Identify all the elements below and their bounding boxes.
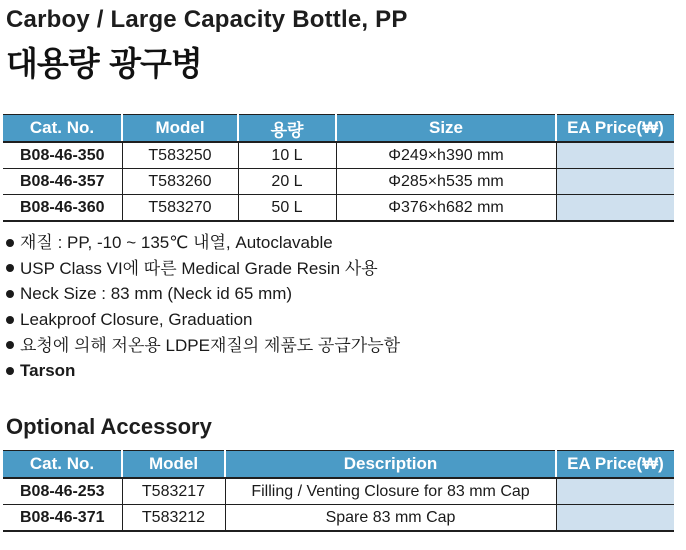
capacity-cell: 10 L [238, 142, 336, 169]
header-size: Size [336, 115, 556, 143]
cat-no-cell: B08-46-357 [3, 169, 122, 195]
price-cell [556, 505, 674, 532]
header-capacity: 용량 [238, 115, 336, 143]
description-cell: Filling / Venting Closure for 83 mm Cap [225, 478, 556, 505]
price-cell [556, 195, 674, 222]
table-header-row [3, 451, 674, 479]
model-cell: T583217 [122, 478, 225, 505]
table-row [3, 195, 674, 222]
section-title-accessory: Optional Accessory [6, 414, 212, 439]
model-cell: T583270 [122, 195, 238, 222]
table-header-row [3, 115, 674, 143]
page-subtitle-korean: 대용량 광구병 [6, 44, 202, 83]
cat-no-cell: B08-46-360 [3, 195, 122, 222]
feature-text: USP Class VI에 따른 Medical Grade Resin 사용 [20, 258, 378, 278]
bullet-icon [6, 264, 14, 272]
model-cell: T583260 [122, 169, 238, 195]
table-row [3, 505, 674, 532]
list-item [6, 230, 400, 256]
list-item [6, 256, 400, 282]
feature-list [6, 230, 400, 384]
header-model: Model [122, 115, 238, 143]
size-cell: Φ285×h535 mm [336, 169, 556, 195]
brand-text: Tarson [20, 361, 76, 381]
header-cat-no: Cat. No. [3, 115, 122, 143]
price-cell [556, 478, 674, 505]
accessory-table [3, 450, 674, 532]
bullet-icon [6, 290, 14, 298]
bullet-icon [6, 316, 14, 324]
table-row [3, 142, 674, 169]
model-cell: T583212 [122, 505, 225, 532]
size-cell: Φ249×h390 mm [336, 142, 556, 169]
model-cell: T583250 [122, 142, 238, 169]
table-row [3, 169, 674, 195]
page-title: Carboy / Large Capacity Bottle, PP [6, 6, 408, 33]
capacity-cell: 20 L [238, 169, 336, 195]
price-cell [556, 169, 674, 195]
list-item [6, 307, 400, 333]
bullet-icon [6, 239, 14, 247]
header-price: EA Price(₩) [556, 451, 674, 479]
list-item [6, 281, 400, 307]
list-item [6, 333, 400, 359]
table-row [3, 478, 674, 505]
cat-no-cell: B08-46-350 [3, 142, 122, 169]
description-cell: Spare 83 mm Cap [225, 505, 556, 532]
cat-no-cell: B08-46-253 [3, 478, 122, 505]
cat-no-cell: B08-46-371 [3, 505, 122, 532]
header-cat-no: Cat. No. [3, 451, 122, 479]
size-cell: Φ376×h682 mm [336, 195, 556, 222]
capacity-cell: 50 L [238, 195, 336, 222]
header-description: Description [225, 451, 556, 479]
list-item [6, 358, 400, 384]
feature-text: 재질 : PP, -10 ~ 135℃ 내열, Autoclavable [20, 233, 333, 252]
feature-text: Leakproof Closure, Graduation [20, 310, 253, 330]
feature-text: Neck Size : 83 mm (Neck id 65 mm) [20, 284, 293, 304]
header-model: Model [122, 451, 225, 479]
bullet-icon [6, 367, 14, 375]
header-price: EA Price(₩) [556, 115, 674, 143]
price-cell [556, 142, 674, 169]
bullet-icon [6, 341, 14, 349]
product-table [3, 114, 674, 222]
feature-text: 요청에 의해 저온용 LDPE재질의 제품도 공급가능함 [20, 335, 401, 355]
